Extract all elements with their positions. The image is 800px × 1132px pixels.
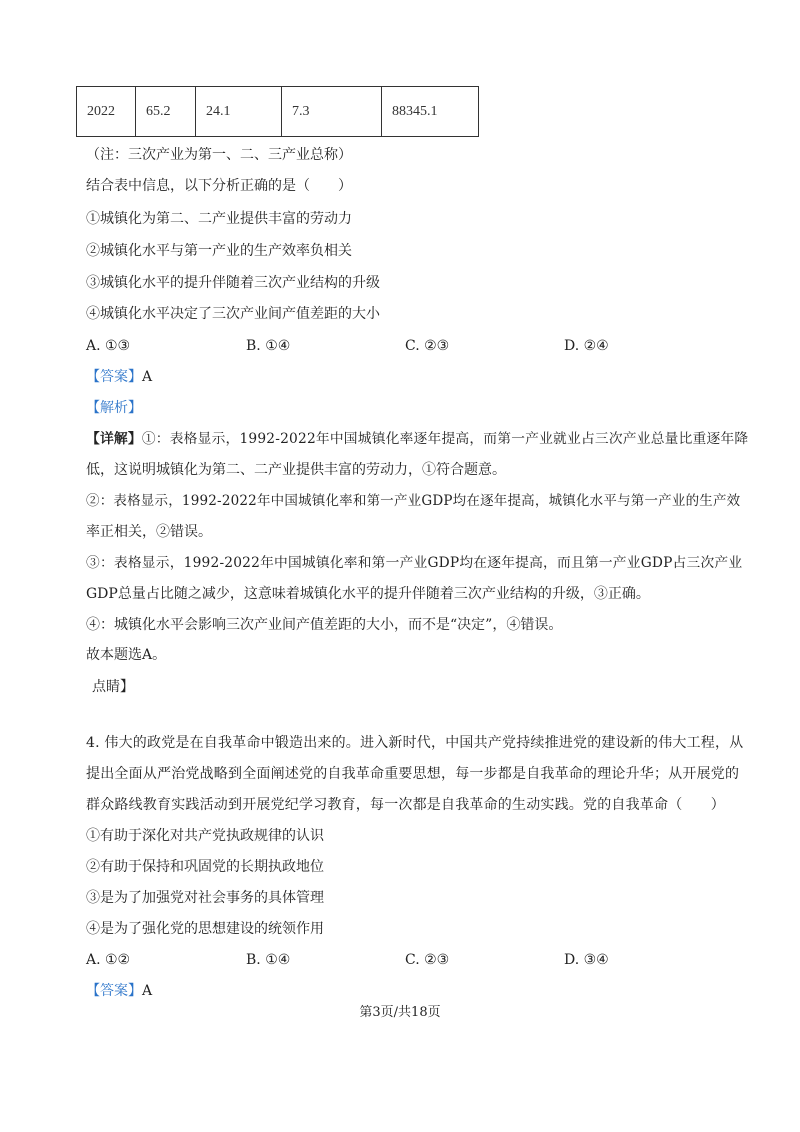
table-cell-value-2: 7.3 <box>282 87 382 137</box>
analysis-line-3: ②：表格显示，1992-2022年中国城镇化率和第一产业GDP均在逐年提高，城镇化水平与第一产业的生产效 <box>86 493 741 509</box>
q3-statement-3: ③城镇化水平的提升伴随着三次产业结构的升级 <box>86 275 380 291</box>
analysis-text: ①：表格显示，1992-2022年中国城镇化率逐年提高，而第一产业就业占三次产业总量比重逐年降 <box>141 431 749 447</box>
table-cell-value-1: 24.1 <box>196 87 282 137</box>
q3-options <box>86 336 646 356</box>
table-row <box>77 87 479 137</box>
q4-option-b: B. ①④ <box>246 952 291 968</box>
q4-option-d: D. ③④ <box>564 952 609 968</box>
q3-option-d: D. ②④ <box>564 338 609 354</box>
q4-option-a: A. ①② <box>86 952 131 968</box>
analysis-line-1 <box>86 429 748 449</box>
q3-option-a: A. ①③ <box>86 338 131 354</box>
detail-tag: 【详解】 <box>86 431 142 447</box>
analysis-line-5: ③：表格显示，1992-2022年中国城镇化率和第一产业GDP均在逐年提高，而且第一产业GDP占三次产业 <box>86 555 743 571</box>
analysis-line-6: GDP总量占比随之减少，这意味着城镇化水平的提升伴随着三次产业结构的升级，③正确。 <box>86 586 650 602</box>
q3-option-b: B. ①④ <box>246 338 291 354</box>
q3-answer <box>86 367 152 387</box>
q3-statement-1: ①城镇化为第二、二产业提供丰富的劳动力 <box>86 211 352 227</box>
table-cell-gdp: 88345.1 <box>382 87 479 137</box>
data-table <box>76 86 479 137</box>
q4-answer <box>86 981 152 1001</box>
q3-statement-4: ④城镇化水平决定了三次产业间产值差距的大小 <box>86 306 380 322</box>
q4-statement-4: ④是为了强化党的思想建设的统领作用 <box>86 921 324 937</box>
remark-heading: 点睛】 <box>92 679 134 695</box>
analysis-line-8: 故本题选A。 <box>86 647 167 663</box>
question-4-line-1: 4. 伟大的政党是在自我革命中锻造出来的。进入新时代，中国共产党持续推进党的建设新的伟大工程，从 <box>86 735 744 751</box>
analysis-line-2: 低，这说明城镇化为第二、二产业提供丰富的劳动力，①符合题意。 <box>86 462 506 478</box>
analysis-heading <box>86 398 142 418</box>
q3-statement-2: ②城镇化水平与第一产业的生产效率负相关 <box>86 243 352 259</box>
q4-option-c: C. ②③ <box>405 952 450 968</box>
question-4-line-2: 提出全面从严治党战略到全面阐述党的自我革命重要思想，每一步都是自我革命的理论升华；从开展党的 <box>86 766 740 782</box>
question-4-line-3: 群众路线教育实践活动到开展党纪学习教育，每一次都是自我革命的生动实践。党的自我革命（ ） <box>86 797 725 813</box>
page-footer: 第3页/共18页 <box>359 1005 441 1020</box>
table-cell-urbanization: 65.2 <box>136 87 196 137</box>
table-cell-year: 2022 <box>77 87 136 137</box>
answer-value: A <box>142 369 153 385</box>
analysis-line-7: ④：城镇化水平会影响三次产业间产值差距的大小，而不是“决定”，④错误。 <box>86 617 563 633</box>
q4-statement-2: ②有助于保持和巩固党的长期执政地位 <box>86 859 324 875</box>
table-note: （注：三次产业为第一、二、三产业总称） <box>86 147 352 163</box>
q4-options <box>86 950 646 970</box>
answer-tag: 【答案】 <box>86 983 142 999</box>
question-3-prompt: 结合表中信息，以下分析正确的是（ ） <box>86 178 352 194</box>
answer-value: A <box>142 983 153 999</box>
q3-option-c: C. ②③ <box>405 338 450 354</box>
analysis-tag: 【解析】 <box>86 400 142 416</box>
q4-statement-1: ①有助于深化对共产党执政规律的认识 <box>86 828 324 844</box>
answer-tag: 【答案】 <box>86 369 142 385</box>
analysis-line-4: 率正相关，②错误。 <box>86 524 212 540</box>
q4-statement-3: ③是为了加强党对社会事务的具体管理 <box>86 890 324 906</box>
